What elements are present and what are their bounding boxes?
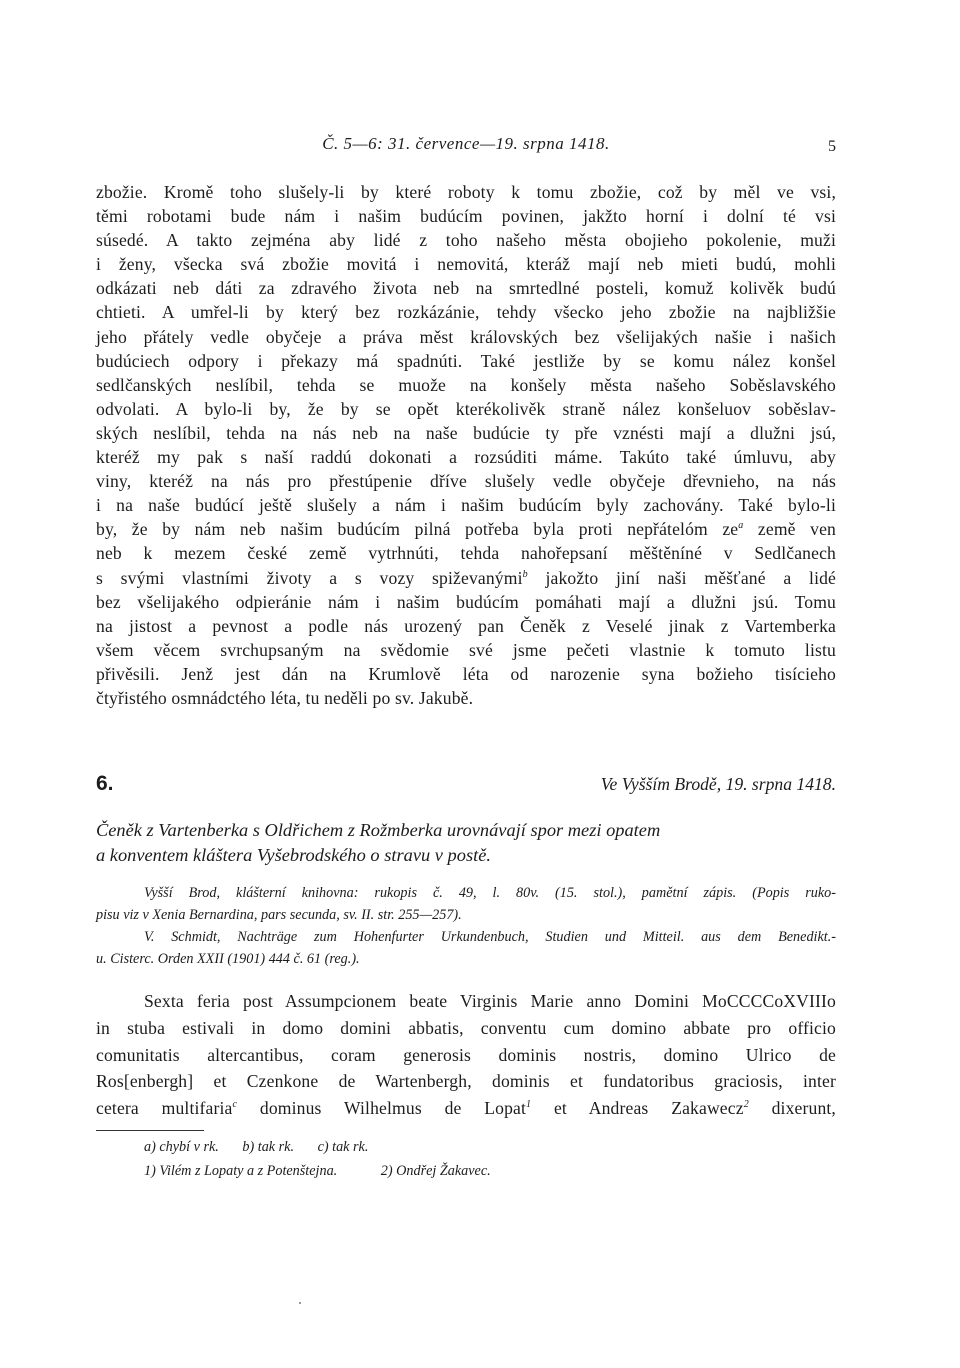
body-line-part: s svými vlastními životy a s vozy spiževanými xyxy=(96,567,523,588)
footnote-2: 2) Ondřej Žakavec. xyxy=(380,1163,491,1179)
source-line: u. Cisterc. Orden XXII (1901) 444 č. 61 (reg.). xyxy=(96,951,360,967)
body-line: chtieti. A umřel-li by který bez rozkázánie, tehdy všecko jeho zbožie na najbližšie xyxy=(96,302,836,323)
document-header xyxy=(96,772,836,800)
document-number: 6. xyxy=(96,772,114,795)
footnote-mark-2: 2 xyxy=(743,1099,749,1111)
page-number: 5 xyxy=(828,138,836,155)
body-line: odkázati neb dáti za zdravého života neb na smrtedlné posteli, komuž kolivěk budú xyxy=(96,278,836,299)
regest-line: Čeněk z Vartenberka s Oldřichem z Rožmberka urovnávají spor mezi opatem xyxy=(96,820,661,840)
footnotes xyxy=(144,1136,836,1184)
body-line-part: by, že by nám neb našim budúcím pilná potřeba byla proti nepřátelóm ze xyxy=(96,519,739,540)
body-line: neb k mezem české země vytrhnúti, tehda nahořepsaní měštěníné v Sedlčanech xyxy=(96,543,836,564)
footnote-c: c) tak rk. xyxy=(317,1139,369,1155)
footnote-mark-1: 1 xyxy=(526,1099,532,1111)
body-line: budúciech odpory i překazy má spadnúti. Také jestliže by se komu nález konšel xyxy=(96,350,836,371)
body-line: na jistost a pevnost a podle nás urozený pan Čeněk z Veselé jinak z Vartemberka xyxy=(96,615,836,636)
body-line: bez všelijakého odpieránie nám i našim budúcím pomáhati mají a dlužni jsú. Tomu xyxy=(96,591,836,612)
body-line: i na naše budúcí ještě slušely a nám i našim budúcím byly zachovány. Také bylo-li xyxy=(96,495,836,516)
body-line: ských neslíbil, tehda na nás neb na naše budúcie ty pře vznésti mají a dlužni jsú, xyxy=(96,422,836,443)
body-line-part: země ven xyxy=(743,519,836,540)
latin-line: comunitatis altercantibus, coram generosis dominis nostris, domino Ulrico de xyxy=(96,1044,836,1065)
footnote-divider xyxy=(96,1130,204,1131)
body-line: i ženy, všecka svá zbožie movitá i nemovitá, kteráž mají neb mieti budú, mohli xyxy=(96,254,836,275)
latin-part: dominus Wilhelmus de Lopat xyxy=(237,1098,527,1119)
body-line-part: jakožto jiní naši měšťané a lidé xyxy=(527,567,837,588)
footnote-line-names xyxy=(144,1160,836,1184)
footnote-line-textual xyxy=(144,1136,836,1160)
body-line: zbožie. Kromě toho slušely-li by které roboty k tomu zbožie, což by měl ve vsi, xyxy=(96,182,836,202)
regest-line: a konventem kláštera Vyšebrodského o stravu v postě. xyxy=(96,845,491,865)
footnote-mark-c: c xyxy=(232,1099,238,1111)
latin-text xyxy=(96,988,836,1122)
body-line: čtyřistého osmnádctého léta, tu neděli po sv. Jakubě. xyxy=(96,687,474,708)
latin-line: Sexta feria post Assumpcionem beate Virginis Marie anno Domini MoCCCCoXVIIIo xyxy=(144,991,836,1011)
source-line: pisu viz v Xenia Bernardina, pars secunda, sv. II. str. 255—257). xyxy=(96,907,462,923)
body-line: sedlčanských neslíbil, tehda se muože na konšely města našeho Soběslavského xyxy=(96,374,836,395)
document-dateline: Ve Vyšším Brodě, 19. srpna 1418. xyxy=(600,774,836,794)
body-line: přivěsili. Jenž jest dán na Krumlově léta od narozenie syna božieho tisícieho xyxy=(96,663,836,684)
body-line: súsedé. A takto zejména aby lidé z toho našeho města obojieho pokolenie, muži xyxy=(96,230,836,251)
body-line: kteréž my pak s naší raddú dokonati a rozsúditi máme. Takúto také úmluvu, aby xyxy=(96,447,836,468)
body-text xyxy=(96,180,836,710)
running-head xyxy=(96,134,836,158)
latin-part: cetera multifaria xyxy=(96,1098,233,1119)
latin-part: dixerunt, xyxy=(748,1098,836,1119)
source-notes xyxy=(96,882,836,970)
footnote-a: a) chybí v rk. xyxy=(144,1139,219,1155)
body-line-with-note xyxy=(96,517,836,541)
latin-line: Ros[enbergh] et Czenkone de Wartenbergh, dominis et fundatoribus graciosis, inter xyxy=(96,1071,836,1092)
body-line: všem věcem svrchupsaným na svědomie své jsme pečeti vlastnie k tomuto listu xyxy=(96,639,836,660)
source-line: V. Schmidt, Nachträge zum Hohenfurter Urkundenbuch, Studien und Mitteil. aus dem Benedikt.- xyxy=(144,929,836,945)
print-speck xyxy=(299,1302,301,1304)
body-line: viny, kteréž na nás pro přestúpenie dříve slušely vedle obyčeje dřevnieho, na nás xyxy=(96,471,836,492)
body-line-with-note xyxy=(96,566,836,590)
running-title: Č. 5—6: 31. července—19. srpna 1418. xyxy=(322,134,610,153)
regest xyxy=(96,818,836,868)
body-line: jeho přátely vedle obyčeje a práva měst královských bez všelijakých našie i našich xyxy=(96,326,836,347)
latin-line: in stuba estivali in domo domini abbatis, conventu cum domino abbate pro officio xyxy=(96,1017,836,1038)
footnote-1: 1) Vilém z Lopaty a z Potenštejna. xyxy=(144,1163,338,1179)
footnote-mark-a: a xyxy=(738,520,744,532)
footnote-mark-b: b xyxy=(522,568,528,580)
body-line: těmi robotami bude nám i našim budúcím povinen, jakžto horní i dolní té vsi xyxy=(96,206,836,227)
body-line: odvolati. A bylo-li by, že by se opět kterékolivěk straně nález konšeluov soběslav- xyxy=(96,398,836,419)
latin-part: et Andreas Zakawecz xyxy=(531,1098,744,1119)
latin-line-with-notes xyxy=(96,1095,836,1122)
source-line: Vyšší Brod, klášterní knihovna: rukopis č. 49, l. 80v. (15. stol.), pamětní zápis. (Popis ruko- xyxy=(144,885,836,901)
footnote-b: b) tak rk. xyxy=(242,1139,295,1155)
